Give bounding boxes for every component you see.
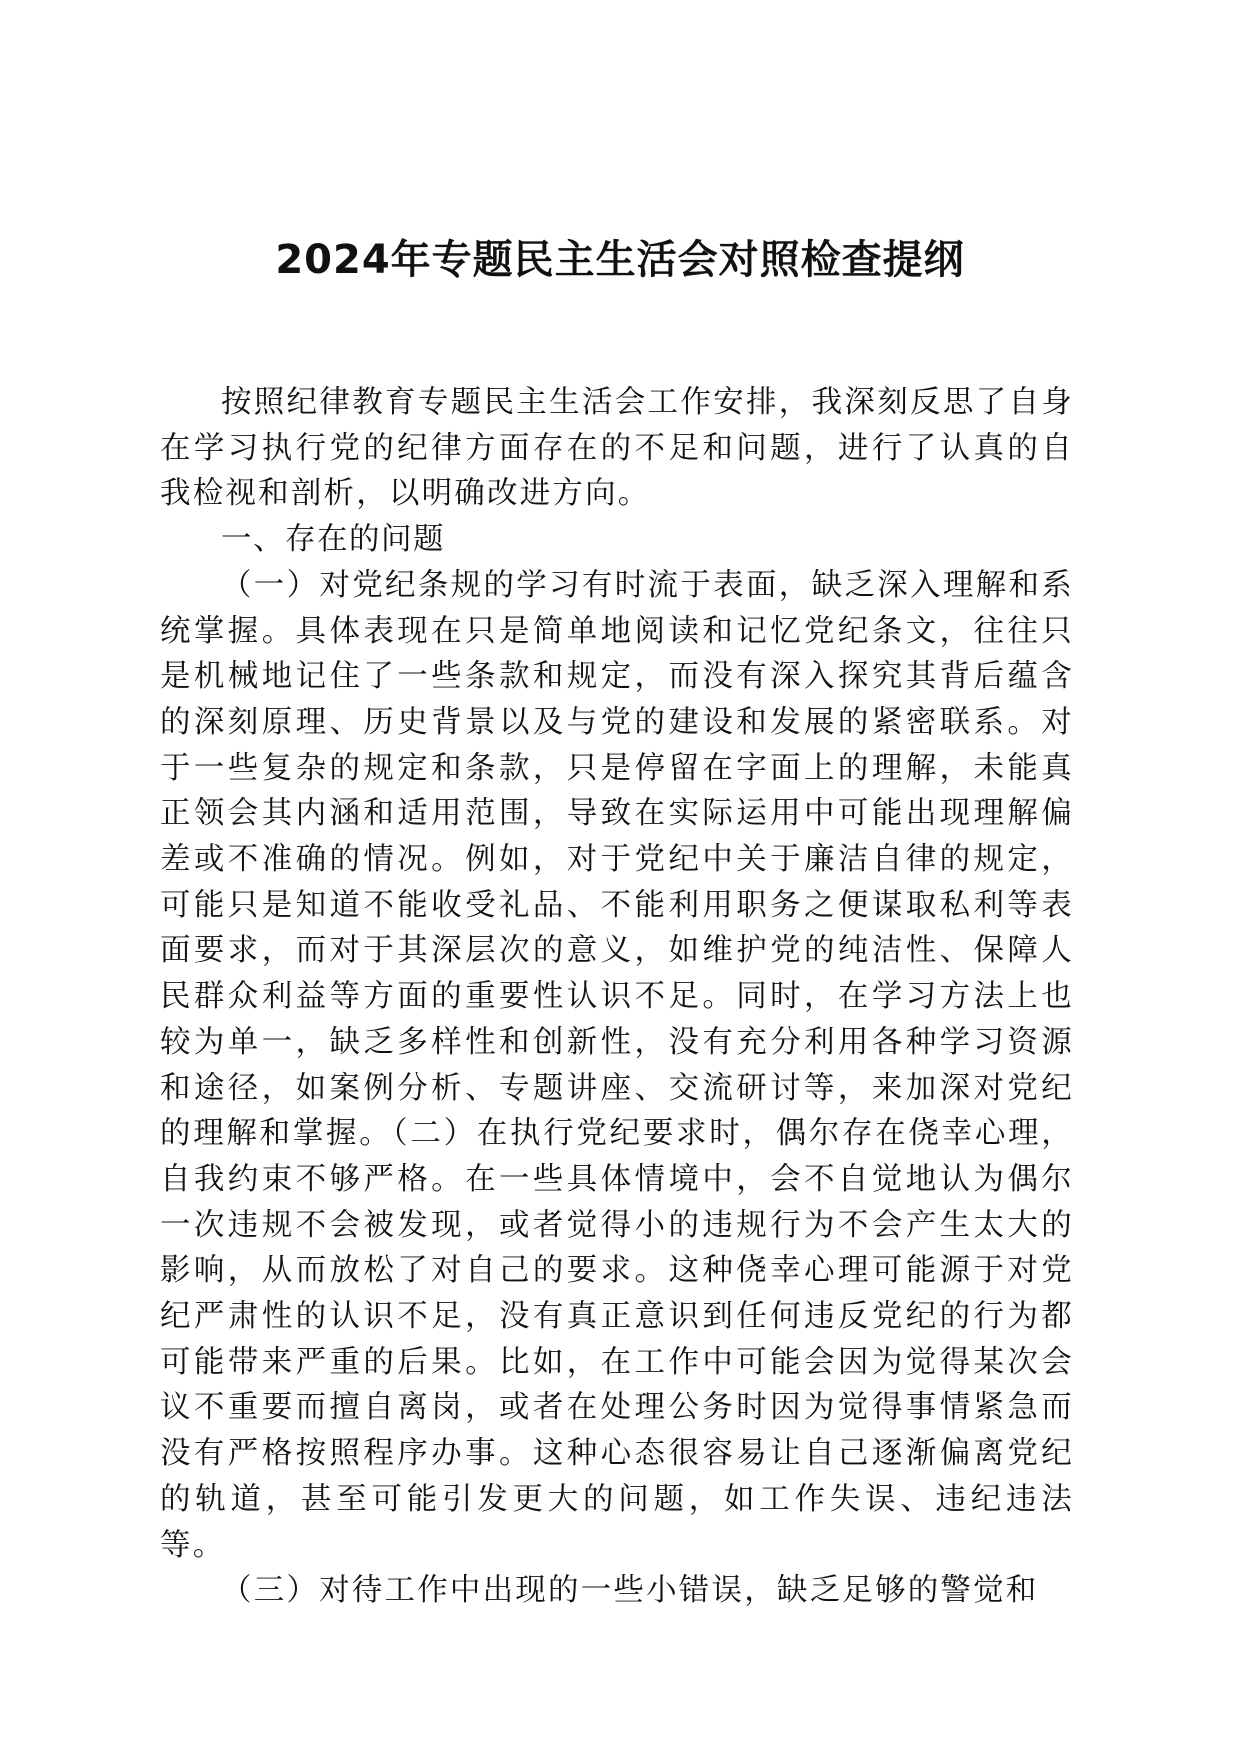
section-heading: 一、存在的问题	[221, 522, 445, 558]
problems-paragraph-2: （三）对待工作中出现的一些小错误，缺乏足够的警觉和	[221, 1573, 1039, 1609]
intro-paragraph: 按照纪律教育专题民主生活会工作安排，我深刻反思了自身在学习执行党的纪律方面存在的不足和问题，进行了认真的自我检视和剖析，以明确改进方向。	[160, 385, 1074, 512]
document-title: 2024年专题民主生活会对照检查提纲	[275, 237, 965, 283]
document-body	[160, 380, 1074, 1614]
problems-paragraph-1: （一）对党纪条规的学习有时流于表面，缺乏深入理解和系统掌握。具体表现在只是简单地阅读和记忆党纪条文，往往只是机械地记住了一些条款和规定，而没有深入探究其背后蕴含的深刻原理、历史背景以及与党的建设和发展的紧密联系。对于一些复杂的规定和条款，只是停留在字面上的理解，未能真正领会其内涵和适用范围，导致在实际运用中可能出现理解偏差或不准确的情况。例如，对于党纪中关于廉洁自律的规定，可能只是知道不能收受礼品、不能利用职务之便谋取私利等表面要求，而对于其深层次的意义，如维护党的纯洁性、保障人民群众利益等方面的重要性认识不足。同时，在学习方法上也较为单一，缺乏多样性和创新性，没有充分利用各种学习资源和途径，如案例分析、专题讲座、交流研讨等，来加深对党纪的理解和掌握。（二）在执行党纪要求时，偶尔存在侥幸心理，自我约束不够严格。在一些具体情境中，会不自觉地认为偶尔一次违规不会被发现，或者觉得小的违规行为不会产生太大的影响，从而放松了对自己的要求。这种侥幸心理可能源于对党纪严肃性的认识不足，没有真正意识到任何违反党纪的行为都可能带来严重的后果。比如，在工作中可能会因为觉得某次会议不重要而擅自离岗，或者在处理公务时因为觉得事情紧急而没有严格按照程序办事。这种心态很容易让自己逐渐偏离党纪的轨道，甚至可能引发更大的问题，如工作失误、违纪违法等。	[160, 567, 1074, 1563]
